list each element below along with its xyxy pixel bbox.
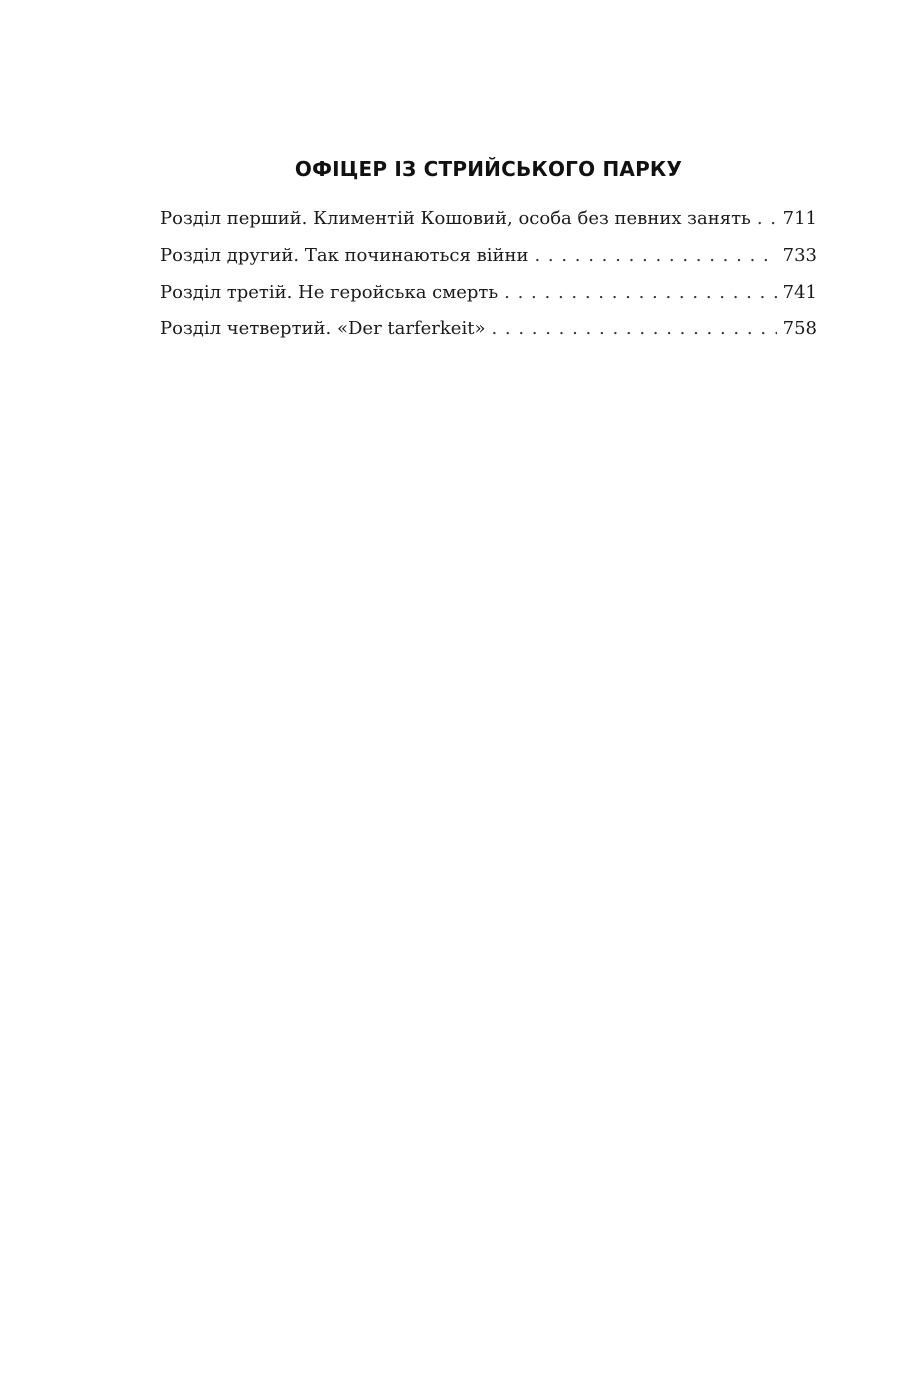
- dot-leader: [534, 242, 776, 270]
- section-title: ОФІЦЕР ІЗ СТРИЙСЬКОГО ПАРКУ: [294, 157, 683, 182]
- toc-entry-label: Розділ третій. Не геройська смерть: [160, 281, 499, 303]
- toc-entry-page: 711: [782, 208, 817, 229]
- toc-entry: [160, 205, 817, 242]
- toc-entry-page: 758: [782, 318, 817, 340]
- toc-entry-page: 733: [782, 244, 817, 266]
- toc-entry-page: 741: [782, 281, 817, 303]
- dot-leader: [491, 315, 776, 343]
- toc-entry-label: Розділ перший. Климентій Кошовий, особа без певних занять: [160, 208, 751, 229]
- dot-leader: [757, 205, 777, 233]
- table-of-contents: [160, 205, 817, 352]
- dot-leader: [504, 279, 776, 307]
- toc-entry-label: Розділ другий. Так починаються війни: [160, 244, 529, 266]
- toc-entry: [160, 279, 817, 316]
- toc-entry: [160, 242, 817, 279]
- toc-entry-label: Розділ четвертий. «Der tarferkeit»: [160, 318, 486, 340]
- toc-entry: [160, 315, 817, 352]
